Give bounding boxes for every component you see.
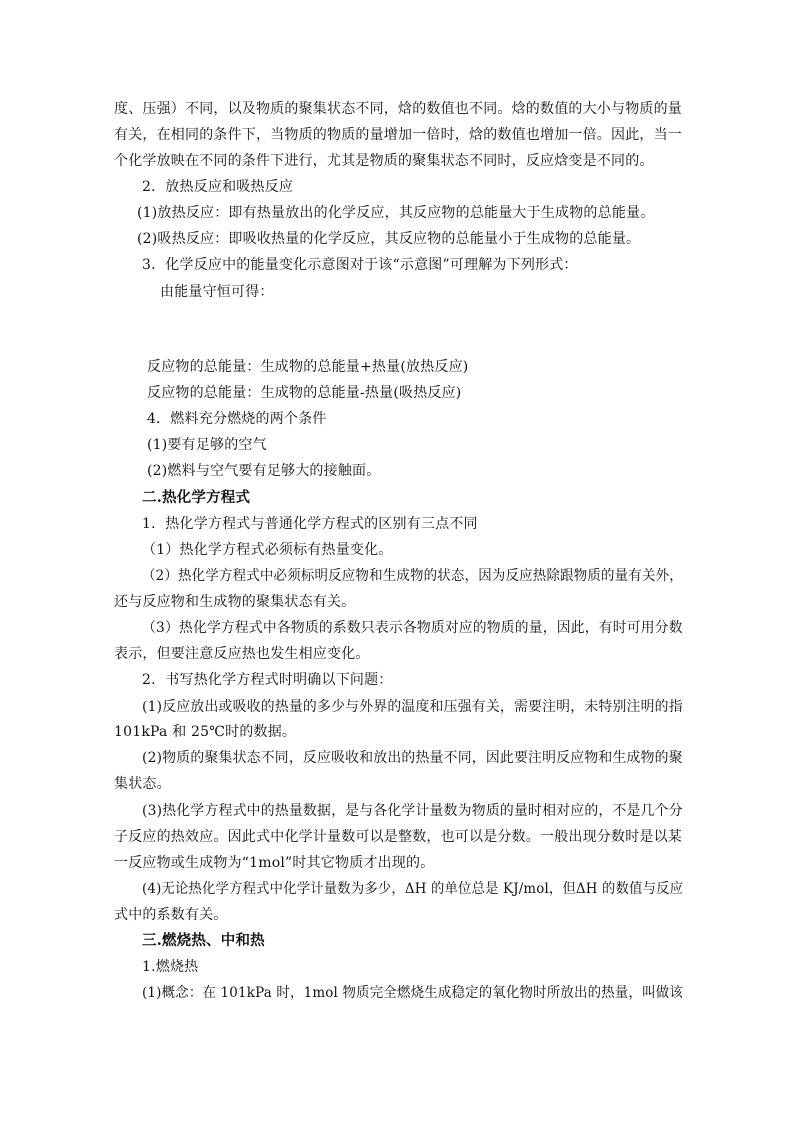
text-line: (2)物质的聚集状态不同，反应吸收和放出的热量不同，因此要注明反应物和生成物的聚: [142, 750, 683, 766]
text-line: (1)概念：在 101kPa 时，1mol 物质完全燃烧生成稳定的氧化物时所放出的热量，叫做该: [142, 985, 684, 1001]
text-line: (1)反应放出或吸收的热量的多少与外界的温度和压强有关，需要注明，未特别注明的指: [142, 699, 683, 715]
text-line: (3)热化学方程式中的热量数据，是与各化学计量数为物质的量时相对应的，不是几个分: [142, 803, 683, 819]
text-line: 2．书写热化学方程式时明确以下问题：: [142, 672, 393, 688]
text-line: (4)无论热化学方程式中化学计量数为多少，ΔH 的单位总是 KJ/mol，但ΔH 的数值与反应: [142, 881, 684, 897]
text-line: 反应物的总能量：生成物的总能量+热量(放热反应): [147, 359, 469, 375]
text-line: 表示，但要注意反应热也发生相应变化。: [114, 646, 370, 662]
text-line: （2）热化学方程式中必须标明反应物和生成物的状态，因为反应热除跟物质的量有关外，: [142, 568, 683, 584]
text-line: 个化学放映在不同的条件下进行，尤其是物质的聚集状态不同时，反应焓变是不同的。: [114, 153, 654, 169]
text-line: 1.燃烧热: [142, 959, 199, 975]
text-line: 集状态。: [114, 776, 171, 792]
text-line: 一反应物或生成物为“1mol”时其它物质才出现的。: [114, 855, 435, 871]
text-line: 子反应的热效应。因此式中化学计量数可以是整数，也可以是分数。一般出现分数时是以某: [114, 829, 682, 845]
text-line: 度、压强）不同，以及物质的聚集状态不同，焓的数值也不同。焓的数值的大小与物质的量: [114, 101, 682, 117]
text-line: （3）热化学方程式中各物质的系数只表示各物质对应的物质的量，因此，有时可用分数: [142, 620, 683, 636]
text-line: (1)要有足够的空气: [147, 437, 267, 453]
text-line: 1．热化学方程式与普通化学方程式的区别有三点不同: [142, 516, 478, 532]
text-line: 101kPa 和 25℃时的数据。: [114, 724, 297, 740]
text-line: 还与反应物和生成物的聚集状态有关。: [114, 594, 356, 610]
section-heading: 三.燃烧热、中和热: [142, 932, 265, 949]
text-line: 反应物的总能量：生成物的总能量-热量(吸热反应): [147, 385, 462, 401]
text-line: (1)放热反应：即有热量放出的化学反应，其反应物的总能量大于生成物的总能量。: [137, 205, 655, 221]
text-line: 式中的系数有关。: [114, 907, 228, 923]
text-line: (2)吸热反应：即吸收热量的化学反应，其反应物的总能量小于生成物的总能量。: [137, 231, 641, 247]
text-line: 4．燃料充分燃烧的两个条件: [147, 411, 327, 427]
section-heading: 二.热化学方程式: [142, 489, 251, 506]
text-line: 由能量守恒可得：: [160, 284, 274, 300]
text-line: 3．化学反应中的能量变化示意图对于该“示意图”可理解为下列形式：: [142, 257, 578, 273]
text-line: (2)燃料与空气要有足够大的接触面。: [147, 463, 381, 479]
text-line: 有关，在相同的条件下，当物质的物质的量增加一倍时，焓的数值也增加一倍。因此，当一: [114, 127, 682, 143]
text-line: （1）热化学方程式必须标有热量变化。: [142, 542, 393, 558]
text-line: 2．放热反应和吸热反应: [142, 179, 294, 195]
